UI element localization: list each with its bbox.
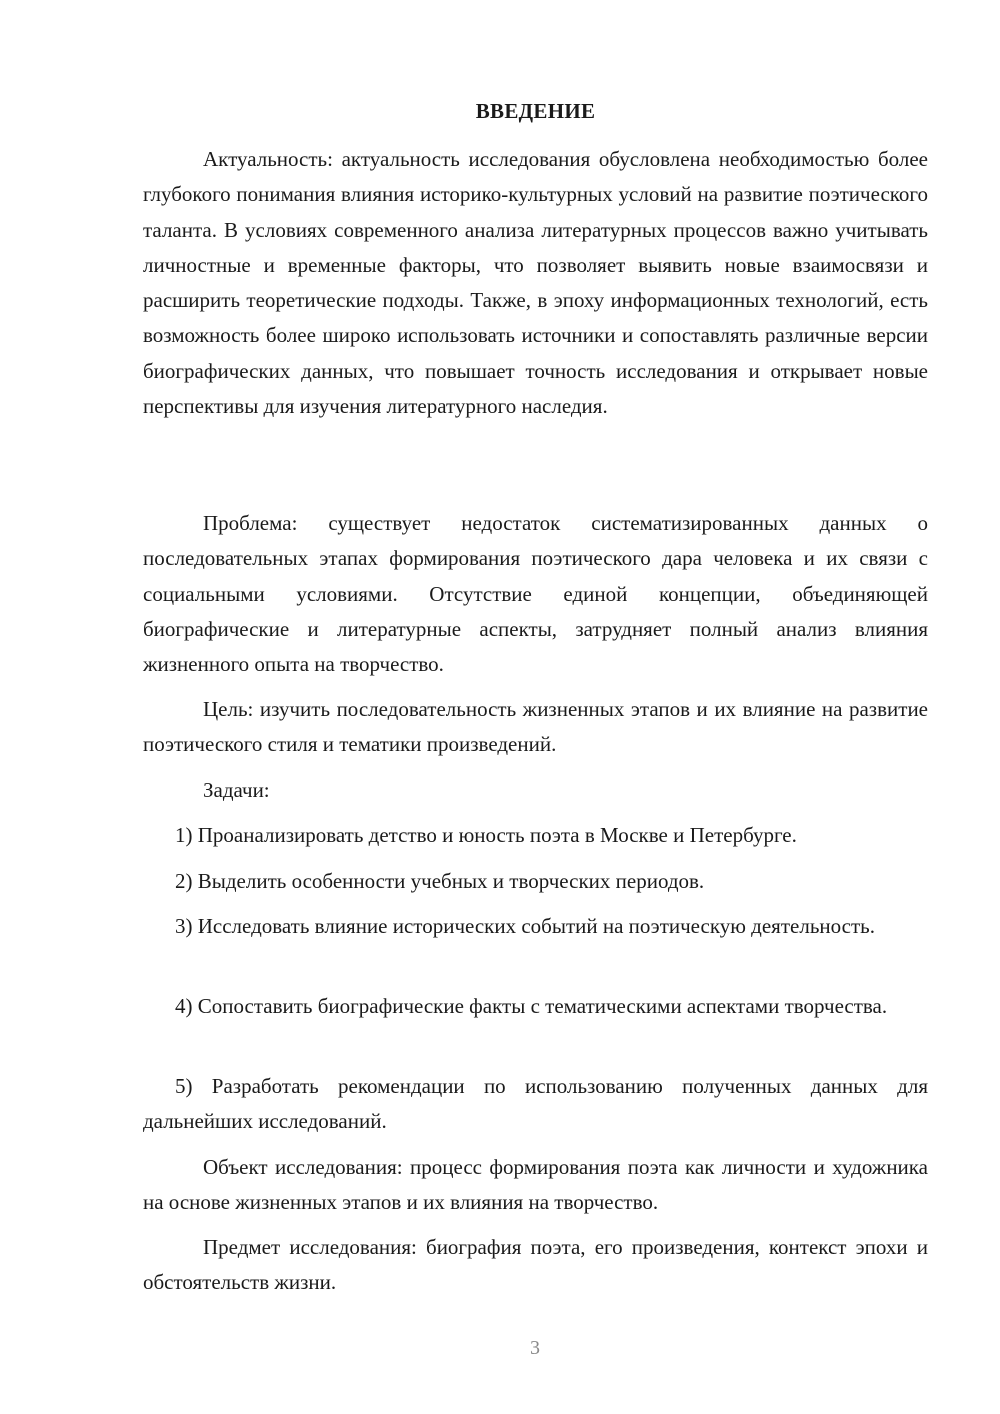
goal-paragraph: Цель: изучить последовательность жизненных этапов и их влияние на развитие поэтического стиля и тематики произведений. bbox=[143, 697, 928, 757]
object-paragraph: Объект исследования: процесс формирования поэта как личности и художника на основе жизненных этапов и их влияния на творчество. bbox=[143, 1155, 928, 1215]
task-item-4: 4) Сопоставить биографические факты с тематическими аспектами творчества. bbox=[175, 994, 888, 1018]
section-title: ВВЕДЕНИЕ bbox=[475, 99, 596, 123]
task-item-1: 1) Проанализировать детство и юность поэта в Москве и Петербурге. bbox=[175, 823, 797, 847]
task-item-3: 3) Исследовать влияние исторических событий на поэтическую деятельность. bbox=[175, 914, 875, 938]
relevance-paragraph: Актуальность: актуальность исследования обусловлена необходимостью более глубокого понимания влияния историко-культурных условий на развитие поэтического таланта. В условиях современного анализа литературных процессов важно учитывать личностные и временные факторы, что позволяет выявить новые взаимосвязи и расширить теоретические подходы. Также, в эпоху информационных технологий, есть возможность более широко использовать источники и сопоставлять различные версии биографических данных, что повышает точность исследования и открывает новые перспективы для изучения литературного наследия. bbox=[143, 147, 928, 419]
tasks-heading: Задачи: bbox=[203, 778, 270, 802]
page-number: 3 bbox=[530, 1337, 540, 1359]
task-item-2: 2) Выделить особенности учебных и творческих периодов. bbox=[175, 869, 705, 893]
problem-paragraph: Проблема: существует недостаток систематизированных данных о последовательных этапах формирования поэтического дара человека и их связи с социальными условиями. Отсутствие единой концепции, объединяющей биографические и литературные аспекты, затрудняет полный анализ влияния жизненного опыта на творчество. bbox=[143, 511, 928, 677]
subject-paragraph: Предмет исследования: биография поэта, его произведения, контекст эпохи и обстоятельств жизни. bbox=[143, 1235, 928, 1295]
task-item-5: 5) Разработать рекомендации по использованию полученных данных для дальнейших исследований. bbox=[143, 1074, 928, 1134]
